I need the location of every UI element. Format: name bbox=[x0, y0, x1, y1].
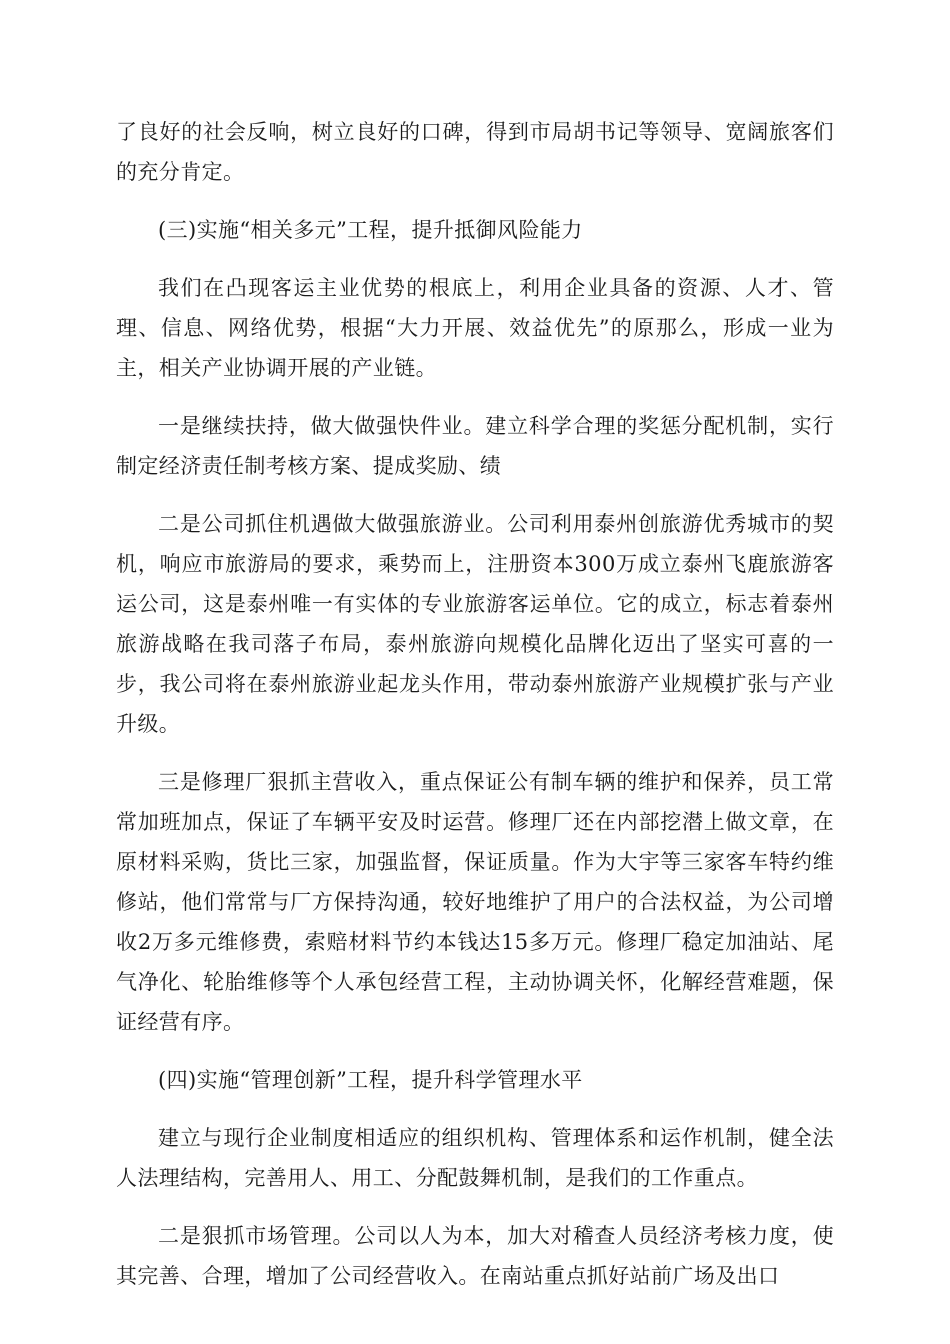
section-heading-four: (四)实施“管理创新”工程，提升科学管理水平 bbox=[158, 1068, 583, 1092]
paragraph: 二是公司抓住机遇做大做强旅游业。公司利用泰州创旅游优秀城市的契机，响应市旅游局的要求，乘势而上，注册资本300万成立泰州飞鹿旅游客运公司，这是泰州唯一有实体的专业旅游客运单位。它的成立，标志着泰州旅游战略在我司落子布局，泰州旅游向规模化品牌化迈出了坚实可喜的一步，我公司将在泰州旅游业起龙头作用，带动泰州旅游产业规模扩张与产业升级。 bbox=[116, 512, 834, 736]
paragraph-continued: 了良好的社会反响，树立良好的口碑，得到市局胡书记等领导、宽阔旅客们的充分肯定。 bbox=[116, 120, 834, 184]
paragraph: 建立与现行企业制度相适应的组织机构、管理体系和运作机制，健全法人法理结构，完善用人、用工、分配鼓舞机制，是我们的工作重点。 bbox=[116, 1126, 834, 1190]
section-heading-three: (三)实施“相关多元”工程，提升抵御风险能力 bbox=[158, 218, 583, 242]
document-page bbox=[116, 112, 834, 1314]
paragraph: 我们在凸现客运主业优势的根底上，利用企业具备的资源、人才、管理、信息、网络优势，根据“大力开展、效益优先”的原那么，形成一业为主，相关产业协调开展的产业链。 bbox=[116, 276, 834, 380]
paragraph: 二是狠抓市场管理。公司以人为本，加大对稽查人员经济考核力度，使其完善、合理，增加了公司经营收入。在南站重点抓好站前广场及出口 bbox=[116, 1224, 834, 1288]
paragraph: 三是修理厂狠抓主营收入，重点保证公有制车辆的维护和保养，员工常常加班加点，保证了车辆平安及时运营。修理厂还在内部挖潜上做文章，在原材料采购，货比三家，加强监督，保证质量。作为大宇等三家客车特约维修站，他们常常与厂方保持沟通，较好地维护了用户的合法权益，为公司增收2万多元维修费，索赔材料节约本钱达15多万元。修理厂稳定加油站、尾气净化、轮胎维修等个人承包经营工程，主动协调关怀，化解经营难题，保证经营有序。 bbox=[116, 770, 834, 1034]
paragraph: 一是继续扶持，做大做强快件业。建立科学合理的奖惩分配机制，实行制定经济责任制考核方案、提成奖励、绩 bbox=[116, 414, 834, 478]
